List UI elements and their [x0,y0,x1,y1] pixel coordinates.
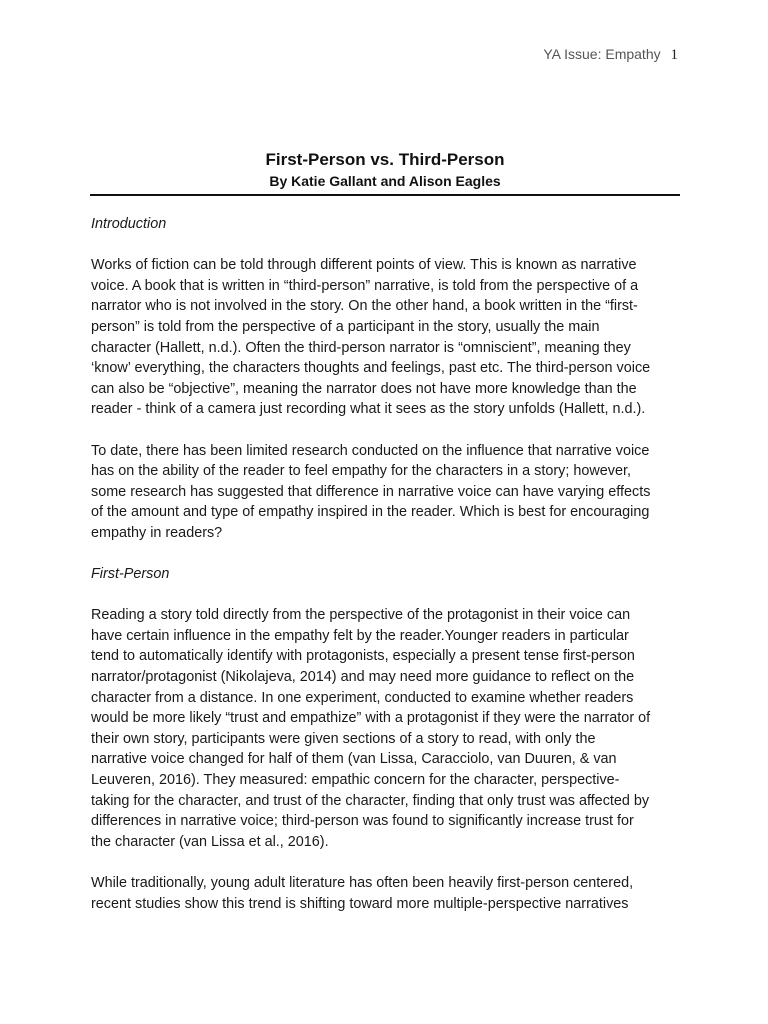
text-line: can also be “objective”, meaning the narrator does not have more knowledge than the [91,380,637,397]
text-line: Reading a story told directly from the perspective of the protagonist in their voice can [91,607,631,624]
page-number: 1 [670,47,678,63]
title-rule [90,194,680,196]
text-line: Works of fiction can be told through different points of view. This is known as narrative [91,257,637,274]
text-line: differences in narrative voice; third-person was found to significantly increase trust for [91,813,634,830]
paragraph-spacer [91,852,686,873]
text-line: character (Hallett, n.d.). Often the third-person narrator is “omniscient”, meaning they [91,339,631,356]
text-line: While traditionally, young adult literature has often been heavily first-person centered, [91,875,634,891]
text-line: narrator/protagonist (Nikolajeva, 2014) and may need more guidance to reflect on the [91,669,635,686]
text-line: of the amount and type of empathy inspired in the reader. Which is best for encouraging [91,504,650,521]
text-line: character from a distance. In one experiment, conducted to examine whether readers [91,689,634,706]
document-byline: By Katie Gallant and Alison Eagles [269,173,501,189]
text-line: have certain influence in the empathy felt by the reader.Younger readers in particular [91,627,629,644]
text-line: some research has suggested that difference in narrative voice can have varying effects [91,483,651,500]
document-body [91,214,686,914]
text-line: person” is told from the perspective of a participant in the story, usually the main [91,318,600,335]
document-title: First-Person vs. Third-Person [265,150,505,169]
text-line: voice. A book that is written in “third-person” narrative, is told from the perspective of a [91,277,639,294]
text-line: Leuveren, 2016). They measured: empathic concern for the character, perspective- [91,772,620,789]
text-line: the character (van Lissa et al., 2016). [91,833,329,850]
section-spacer [91,544,686,565]
body-paragraph [91,605,686,852]
text-line: has on the ability of the reader to feel empathy for the characters in a story; however, [91,463,631,480]
text-line: their own story, participants were given sections of a story to read, with only the [91,730,596,747]
paragraph-spacer [91,585,686,606]
body-paragraph [91,873,686,914]
text-line: narrator who is not involved in the story. On the other hand, a book written in the “first- [91,298,638,315]
text-line: empathy in readers? [91,524,223,541]
running-header [543,46,678,64]
paragraph-spacer [91,420,686,441]
text-line: ‘know’ everything, the characters thoughts and feelings, past etc. The third-person voice [91,360,651,377]
text-line: To date, there has been limited research conducted on the influence that narrative voice [91,442,650,459]
text-line: reader - think of a camera just recording what it sees as the story unfolds (Hallett, n.d.). [91,401,646,418]
text-line: recent studies show this trend is shifting toward more multiple-perspective narratives [91,895,629,912]
text-line: tend to automatically identify with protagonists, especially a present tense first-person [91,648,635,665]
text-line: taking for the character, and trust of the character, finding that only trust was affected by [91,792,650,809]
title-block [90,150,680,191]
text-line: would be more likely “trust and empathize” with a protagonist if they were the narrator of [91,710,651,727]
text-line: narrative voice changed for half of them (van Lissa, Caracciolo, van Duuren, & van [91,751,617,768]
paragraph-spacer [91,235,686,256]
section-heading: First-Person [91,566,170,583]
body-paragraph [91,441,686,544]
body-paragraph [91,255,686,420]
section-heading: Introduction [91,216,167,232]
running-header-title: YA Issue: Empathy [543,46,661,62]
